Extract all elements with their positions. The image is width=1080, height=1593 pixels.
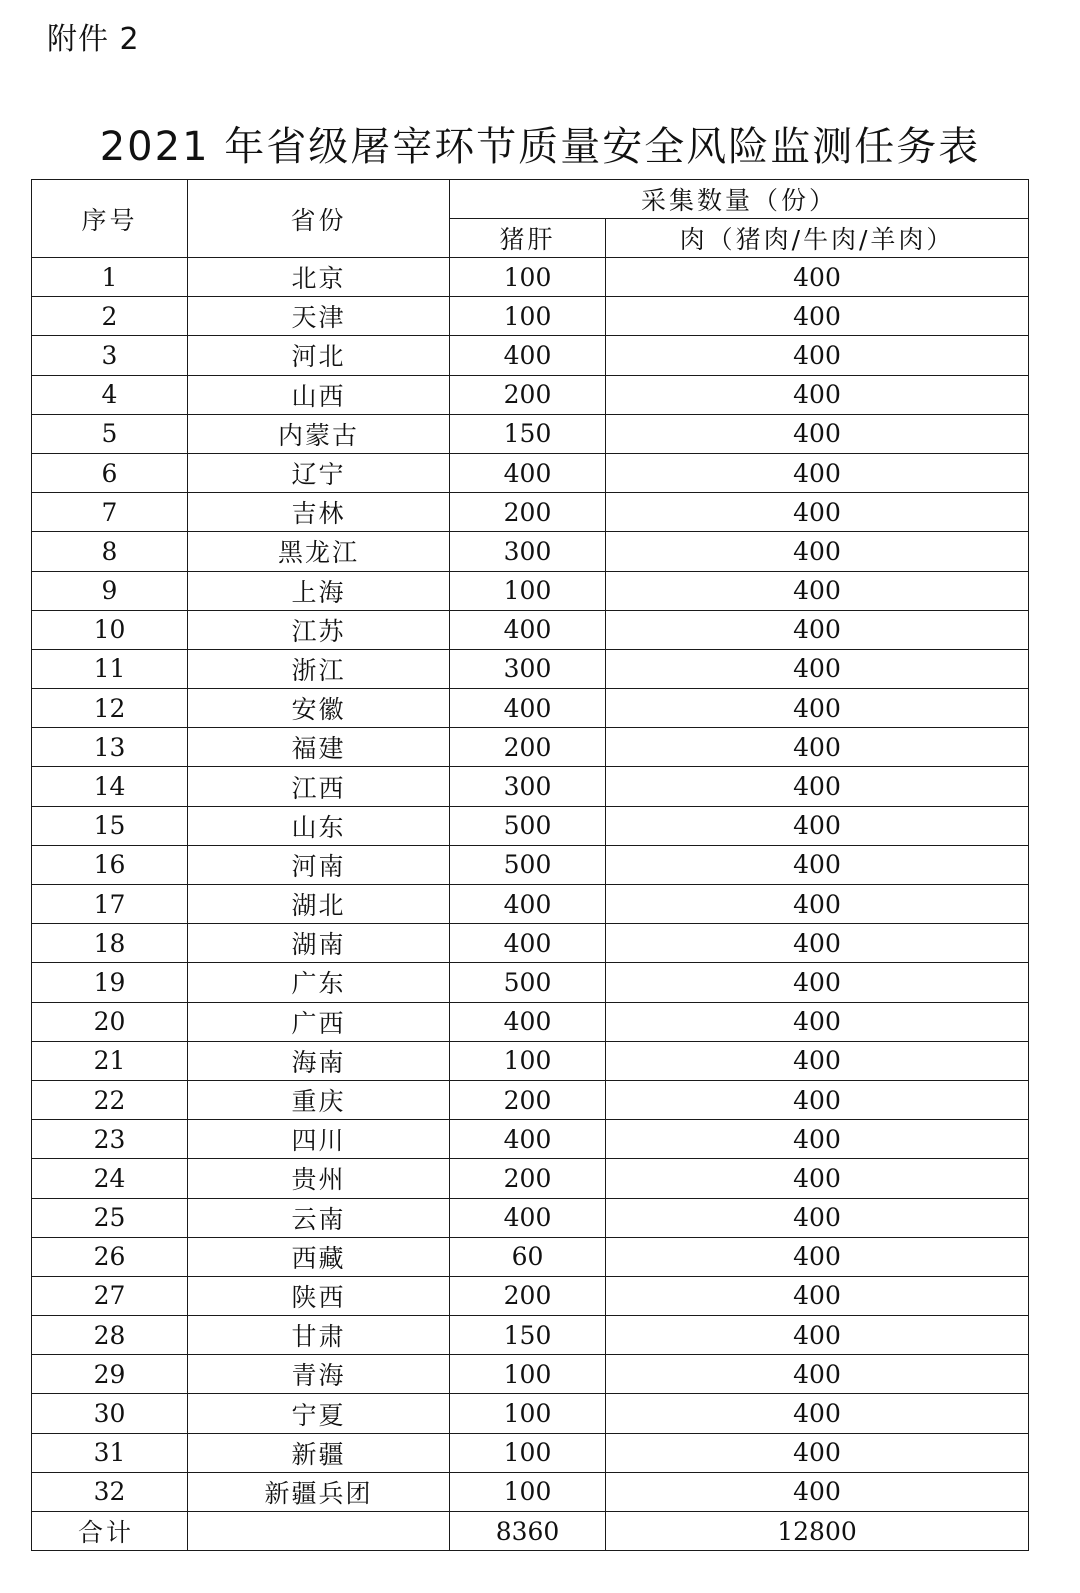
monitoring-task-table xyxy=(31,179,1029,1551)
row-index: 31 xyxy=(32,1433,188,1472)
row-province: 江西 xyxy=(188,767,450,806)
row-index: 6 xyxy=(32,453,188,492)
row-index: 16 xyxy=(32,845,188,884)
row-pig-liver: 150 xyxy=(450,414,606,453)
row-pig-liver: 400 xyxy=(450,610,606,649)
row-meat: 400 xyxy=(606,258,1029,297)
row-pig-liver: 300 xyxy=(450,767,606,806)
row-index: 13 xyxy=(32,728,188,767)
row-province: 宁夏 xyxy=(188,1394,450,1433)
row-province: 河北 xyxy=(188,336,450,375)
row-province: 山西 xyxy=(188,375,450,414)
row-province: 湖北 xyxy=(188,885,450,924)
row-province: 黑龙江 xyxy=(188,532,450,571)
row-pig-liver: 60 xyxy=(450,1237,606,1276)
row-index: 32 xyxy=(32,1472,188,1511)
row-meat: 400 xyxy=(606,610,1029,649)
total-province xyxy=(188,1512,450,1551)
row-province: 内蒙古 xyxy=(188,414,450,453)
total-pig-liver: 8360 xyxy=(450,1512,606,1551)
row-meat: 400 xyxy=(606,1433,1029,1472)
row-province: 河南 xyxy=(188,845,450,884)
attachment-label: 附件 2 xyxy=(47,22,140,57)
table-row xyxy=(32,924,1029,963)
total-label: 合计 xyxy=(32,1512,188,1551)
table-row xyxy=(32,414,1029,453)
row-province: 新疆兵团 xyxy=(188,1472,450,1511)
table-row xyxy=(32,845,1029,884)
row-meat: 400 xyxy=(606,1041,1029,1080)
row-index: 29 xyxy=(32,1355,188,1394)
row-province: 安徽 xyxy=(188,689,450,728)
table-row xyxy=(32,649,1029,688)
row-meat: 400 xyxy=(606,493,1029,532)
row-meat: 400 xyxy=(606,689,1029,728)
row-meat: 400 xyxy=(606,1120,1029,1159)
table-row xyxy=(32,885,1029,924)
row-meat: 400 xyxy=(606,1316,1029,1355)
table-header xyxy=(32,180,1029,258)
row-pig-liver: 400 xyxy=(450,453,606,492)
row-index: 8 xyxy=(32,532,188,571)
row-pig-liver: 200 xyxy=(450,728,606,767)
row-pig-liver: 100 xyxy=(450,1355,606,1394)
row-meat: 400 xyxy=(606,649,1029,688)
row-meat: 400 xyxy=(606,1472,1029,1511)
row-province: 西藏 xyxy=(188,1237,450,1276)
row-index: 26 xyxy=(32,1237,188,1276)
row-pig-liver: 200 xyxy=(450,1276,606,1315)
row-meat: 400 xyxy=(606,845,1029,884)
row-meat: 400 xyxy=(606,532,1029,571)
row-province: 新疆 xyxy=(188,1433,450,1472)
row-pig-liver: 400 xyxy=(450,1002,606,1041)
row-pig-liver: 400 xyxy=(450,924,606,963)
row-meat: 400 xyxy=(606,1394,1029,1433)
table-row xyxy=(32,1198,1029,1237)
row-meat: 400 xyxy=(606,297,1029,336)
table-row xyxy=(32,532,1029,571)
row-meat: 400 xyxy=(606,924,1029,963)
header-meat: 肉（猪肉/牛肉/羊肉） xyxy=(606,219,1029,258)
table-row xyxy=(32,1276,1029,1315)
table-row xyxy=(32,767,1029,806)
row-pig-liver: 100 xyxy=(450,571,606,610)
row-meat: 400 xyxy=(606,453,1029,492)
row-index: 21 xyxy=(32,1041,188,1080)
row-index: 27 xyxy=(32,1276,188,1315)
row-meat: 400 xyxy=(606,375,1029,414)
row-pig-liver: 300 xyxy=(450,649,606,688)
row-meat: 400 xyxy=(606,571,1029,610)
row-index: 28 xyxy=(32,1316,188,1355)
row-index: 25 xyxy=(32,1198,188,1237)
row-province: 江苏 xyxy=(188,610,450,649)
row-pig-liver: 500 xyxy=(450,845,606,884)
row-index: 19 xyxy=(32,963,188,1002)
row-province: 辽宁 xyxy=(188,453,450,492)
header-pig-liver: 猪肝 xyxy=(450,219,606,258)
row-province: 陕西 xyxy=(188,1276,450,1315)
row-index: 5 xyxy=(32,414,188,453)
row-pig-liver: 200 xyxy=(450,1080,606,1119)
row-province: 重庆 xyxy=(188,1080,450,1119)
header-province: 省份 xyxy=(188,180,450,258)
row-pig-liver: 300 xyxy=(450,532,606,571)
row-index: 17 xyxy=(32,885,188,924)
row-pig-liver: 500 xyxy=(450,963,606,1002)
table-row xyxy=(32,297,1029,336)
table-row xyxy=(32,806,1029,845)
row-index: 10 xyxy=(32,610,188,649)
table-row xyxy=(32,610,1029,649)
row-index: 18 xyxy=(32,924,188,963)
row-province: 广西 xyxy=(188,1002,450,1041)
row-pig-liver: 500 xyxy=(450,806,606,845)
row-pig-liver: 100 xyxy=(450,1472,606,1511)
table-row xyxy=(32,1080,1029,1119)
row-meat: 400 xyxy=(606,336,1029,375)
table-row xyxy=(32,1159,1029,1198)
page-title: 2021 年省级屠宰环节质量安全风险监测任务表 xyxy=(99,123,981,170)
header-index: 序号 xyxy=(32,180,188,258)
table-row xyxy=(32,1120,1029,1159)
table-row xyxy=(32,963,1029,1002)
row-province: 北京 xyxy=(188,258,450,297)
row-index: 3 xyxy=(32,336,188,375)
row-province: 福建 xyxy=(188,728,450,767)
row-pig-liver: 100 xyxy=(450,297,606,336)
table-row xyxy=(32,728,1029,767)
table-footer xyxy=(32,1512,1029,1551)
total-meat: 12800 xyxy=(606,1512,1029,1551)
table-row xyxy=(32,493,1029,532)
table-row xyxy=(32,258,1029,297)
table-row xyxy=(32,571,1029,610)
table-row xyxy=(32,689,1029,728)
row-province: 吉林 xyxy=(188,493,450,532)
row-province: 广东 xyxy=(188,963,450,1002)
row-index: 2 xyxy=(32,297,188,336)
row-meat: 400 xyxy=(606,1198,1029,1237)
row-meat: 400 xyxy=(606,885,1029,924)
table-row xyxy=(32,1002,1029,1041)
table-row xyxy=(32,1394,1029,1433)
row-province: 云南 xyxy=(188,1198,450,1237)
table-body xyxy=(32,258,1029,1512)
row-meat: 400 xyxy=(606,414,1029,453)
row-pig-liver: 200 xyxy=(450,1159,606,1198)
row-index: 15 xyxy=(32,806,188,845)
row-pig-liver: 100 xyxy=(450,1041,606,1080)
row-index: 7 xyxy=(32,493,188,532)
row-index: 14 xyxy=(32,767,188,806)
row-meat: 400 xyxy=(606,728,1029,767)
row-meat: 400 xyxy=(606,1080,1029,1119)
row-meat: 400 xyxy=(606,1276,1029,1315)
table-row xyxy=(32,1472,1029,1511)
row-index: 30 xyxy=(32,1394,188,1433)
row-province: 海南 xyxy=(188,1041,450,1080)
row-pig-liver: 400 xyxy=(450,1198,606,1237)
table-row xyxy=(32,336,1029,375)
row-pig-liver: 400 xyxy=(450,689,606,728)
row-index: 12 xyxy=(32,689,188,728)
row-pig-liver: 200 xyxy=(450,493,606,532)
row-pig-liver: 400 xyxy=(450,1120,606,1159)
row-meat: 400 xyxy=(606,767,1029,806)
row-meat: 400 xyxy=(606,963,1029,1002)
row-meat: 400 xyxy=(606,1355,1029,1394)
row-province: 山东 xyxy=(188,806,450,845)
table-row xyxy=(32,453,1029,492)
row-pig-liver: 200 xyxy=(450,375,606,414)
row-pig-liver: 100 xyxy=(450,1433,606,1472)
table-row xyxy=(32,1433,1029,1472)
row-index: 4 xyxy=(32,375,188,414)
row-meat: 400 xyxy=(606,1237,1029,1276)
row-pig-liver: 400 xyxy=(450,336,606,375)
header-quantity: 采集数量（份） xyxy=(450,180,1029,219)
row-province: 四川 xyxy=(188,1120,450,1159)
row-province: 天津 xyxy=(188,297,450,336)
row-meat: 400 xyxy=(606,806,1029,845)
row-index: 9 xyxy=(32,571,188,610)
total-row xyxy=(32,1512,1029,1551)
table-row xyxy=(32,1355,1029,1394)
row-meat: 400 xyxy=(606,1159,1029,1198)
row-meat: 400 xyxy=(606,1002,1029,1041)
row-province: 贵州 xyxy=(188,1159,450,1198)
row-province: 湖南 xyxy=(188,924,450,963)
table-row xyxy=(32,1041,1029,1080)
row-pig-liver: 400 xyxy=(450,885,606,924)
row-index: 24 xyxy=(32,1159,188,1198)
table-row xyxy=(32,1237,1029,1276)
table-row xyxy=(32,375,1029,414)
table-row xyxy=(32,1316,1029,1355)
row-index: 20 xyxy=(32,1002,188,1041)
row-province: 甘肃 xyxy=(188,1316,450,1355)
row-index: 11 xyxy=(32,649,188,688)
row-pig-liver: 100 xyxy=(450,1394,606,1433)
row-pig-liver: 150 xyxy=(450,1316,606,1355)
row-index: 1 xyxy=(32,258,188,297)
row-province: 上海 xyxy=(188,571,450,610)
row-province: 青海 xyxy=(188,1355,450,1394)
row-index: 23 xyxy=(32,1120,188,1159)
row-pig-liver: 100 xyxy=(450,258,606,297)
row-province: 浙江 xyxy=(188,649,450,688)
row-index: 22 xyxy=(32,1080,188,1119)
